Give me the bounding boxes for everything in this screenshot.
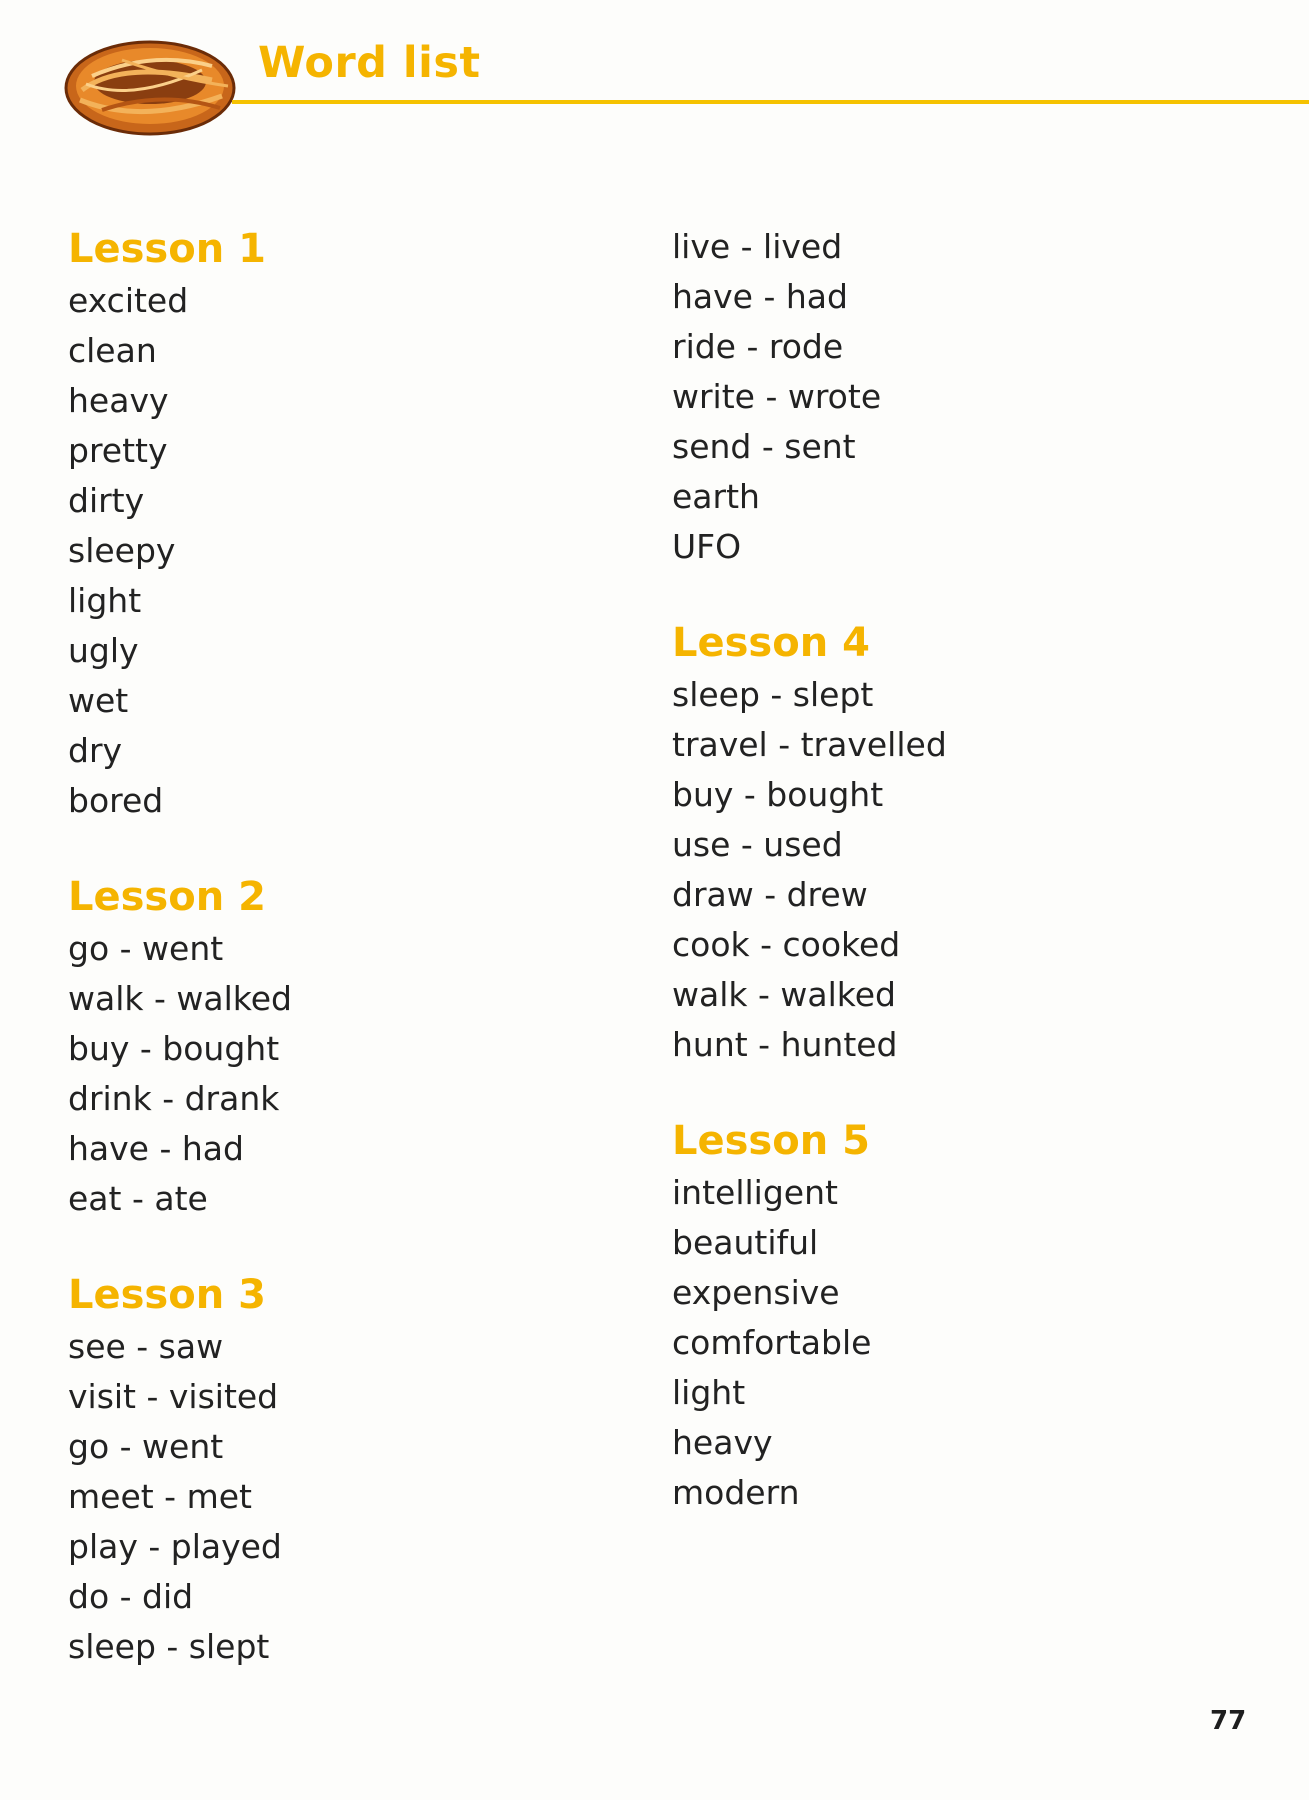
word-item: visit - visited bbox=[68, 1377, 279, 1416]
word-item: expensive bbox=[672, 1273, 840, 1312]
page-header bbox=[62, 30, 1309, 140]
lesson-heading: Lesson 1 bbox=[68, 226, 266, 272]
lesson-3-section bbox=[68, 1268, 628, 1672]
word-item: dry bbox=[68, 731, 123, 770]
lesson-1-section bbox=[68, 222, 628, 826]
lesson-heading: Lesson 2 bbox=[68, 874, 266, 920]
word-item: have - had bbox=[672, 277, 848, 316]
word-item: dirty bbox=[68, 481, 145, 520]
word-item: buy - bought bbox=[672, 775, 884, 814]
word-item: earth bbox=[672, 477, 760, 516]
word-item: clean bbox=[68, 331, 157, 370]
left-column bbox=[68, 222, 628, 1672]
word-item: excited bbox=[68, 281, 189, 320]
word-item: walk - walked bbox=[68, 979, 292, 1018]
word-item: cook - cooked bbox=[672, 925, 901, 964]
page-title: Word list bbox=[258, 38, 481, 88]
word-item: walk - walked bbox=[672, 975, 896, 1014]
word-item: see - saw bbox=[68, 1327, 224, 1366]
word-list bbox=[68, 276, 628, 826]
word-item: sleep - slept bbox=[672, 675, 874, 714]
word-item: intelligent bbox=[672, 1173, 838, 1212]
word-item: buy - bought bbox=[68, 1029, 280, 1068]
word-item: hunt - hunted bbox=[672, 1025, 898, 1064]
word-list bbox=[68, 1322, 628, 1672]
lesson-heading: Lesson 5 bbox=[672, 1118, 870, 1164]
word-item: go - went bbox=[68, 929, 224, 968]
lesson-heading: Lesson 4 bbox=[672, 620, 870, 666]
word-list bbox=[672, 670, 1232, 1070]
lesson-4-section bbox=[672, 616, 1232, 1070]
word-item: wet bbox=[68, 681, 129, 720]
word-item: do - did bbox=[68, 1577, 194, 1616]
word-item: UFO bbox=[672, 527, 742, 566]
lesson-heading: Lesson 3 bbox=[68, 1272, 266, 1318]
nest-icon bbox=[62, 30, 242, 140]
right-column bbox=[672, 222, 1232, 1518]
lesson-3-continued-section bbox=[672, 222, 1232, 572]
word-item: sleepy bbox=[68, 531, 176, 570]
word-item: play - played bbox=[68, 1527, 282, 1566]
word-item: pretty bbox=[68, 431, 168, 470]
word-item: modern bbox=[672, 1473, 800, 1512]
word-item: travel - travelled bbox=[672, 725, 947, 764]
word-item: draw - drew bbox=[672, 875, 868, 914]
page-number: 77 bbox=[1210, 1706, 1247, 1736]
word-item: have - had bbox=[68, 1129, 244, 1168]
word-item: bored bbox=[68, 781, 164, 820]
lesson-5-section bbox=[672, 1114, 1232, 1518]
word-item: heavy bbox=[68, 381, 169, 420]
word-item: heavy bbox=[672, 1423, 773, 1462]
word-item: live - lived bbox=[672, 227, 843, 266]
word-item: eat - ate bbox=[68, 1179, 208, 1218]
lesson-2-section bbox=[68, 870, 628, 1224]
word-item: comfortable bbox=[672, 1323, 872, 1362]
word-item: send - sent bbox=[672, 427, 856, 466]
word-item: go - went bbox=[68, 1427, 224, 1466]
word-list bbox=[672, 222, 1232, 572]
word-item: ugly bbox=[68, 631, 139, 670]
word-item: drink - drank bbox=[68, 1079, 280, 1118]
word-item: light bbox=[672, 1373, 746, 1412]
word-item: meet - met bbox=[68, 1477, 252, 1516]
word-list bbox=[68, 924, 628, 1224]
word-item: sleep - slept bbox=[68, 1627, 270, 1666]
word-item: use - used bbox=[672, 825, 843, 864]
word-item: beautiful bbox=[672, 1223, 819, 1262]
word-list bbox=[672, 1168, 1232, 1518]
header-rule bbox=[232, 100, 1309, 104]
word-item: write - wrote bbox=[672, 377, 882, 416]
word-item: light bbox=[68, 581, 142, 620]
word-item: ride - rode bbox=[672, 327, 844, 366]
